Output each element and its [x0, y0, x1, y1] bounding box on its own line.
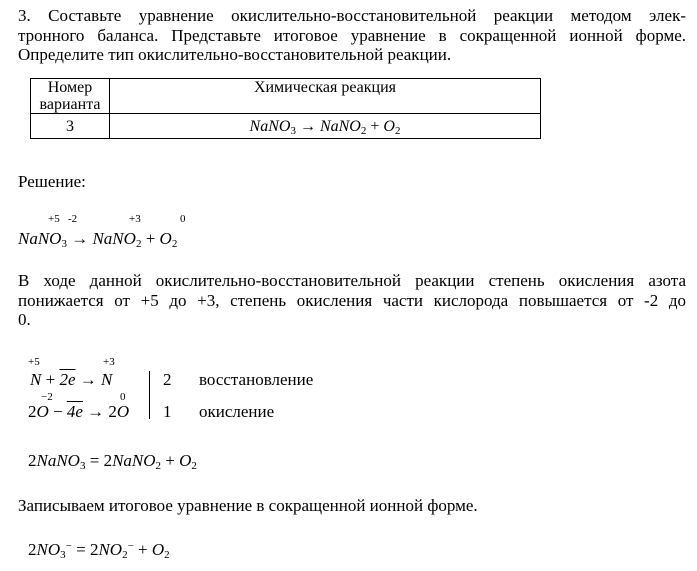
plus: + [138, 540, 148, 559]
explanation-line-3: 0. [18, 310, 31, 330]
header-variant [31, 79, 110, 114]
solution-reaction [18, 229, 177, 249]
row-reaction [110, 114, 541, 139]
reaction-table [30, 78, 541, 139]
reactant: NaNO [36, 451, 80, 470]
molecular-equation [28, 451, 197, 471]
product-1-sub: 2 [122, 549, 128, 561]
reactant-charge: − [65, 540, 72, 552]
product-1-charge: − [127, 540, 134, 552]
product-2-sub: 2 [164, 549, 170, 561]
equals: = [76, 540, 86, 559]
coef-1: 2 [28, 451, 37, 470]
product-2: O [151, 540, 165, 559]
ox-state-o: -2 [68, 213, 78, 225]
coef-left: 2 [28, 402, 37, 421]
task-line-1: 3. Составьте уравнение окислительно-восстановительной реакции методом элек- [18, 6, 686, 25]
product-1: NaNO [319, 117, 361, 135]
product-1: NaNO [92, 229, 136, 248]
arrow: → [71, 229, 89, 248]
reactant-sub: 3 [61, 238, 67, 250]
reactant: NaNO [249, 117, 291, 135]
reactant-sub: 3 [79, 460, 86, 472]
plus: + [370, 117, 380, 135]
balance-divider [149, 371, 150, 419]
ionic-intro: Записываем итоговое уравнение в сокращенной ионной форме. [18, 496, 478, 515]
balance-row-1 [30, 370, 112, 390]
product-1-sub: 2 [135, 238, 142, 250]
balance-r2-charge-right: 0 [120, 391, 126, 403]
coef-right: 2 [108, 402, 117, 421]
table-row [31, 114, 541, 139]
ionic-equation [28, 540, 170, 560]
balance-r1-label: восстановление [199, 370, 314, 389]
reactant: NaNO [18, 229, 62, 248]
atom-left: N [30, 370, 42, 389]
operator: − [53, 402, 63, 421]
ox-state-n-product: +3 [129, 213, 141, 225]
product-2-sub: 2 [394, 124, 401, 137]
reactant: NO [36, 540, 61, 559]
task-line-3: Определите тип окислительно-восстановительной реакции. [18, 45, 452, 65]
balance-r1-charge-left: +5 [28, 356, 40, 368]
ox-state-o2: 0 [180, 213, 186, 225]
coef-2: 2 [103, 451, 113, 470]
product-1-sub: 2 [360, 124, 367, 137]
balance-r2-charge-left: −2 [41, 391, 53, 403]
balance-r2-coef: 1 [163, 402, 172, 421]
balance-row-2 [28, 402, 129, 422]
product-2-sub: 2 [191, 460, 197, 472]
atom-right: O [116, 402, 130, 421]
task-text [18, 6, 686, 65]
solution-label: Решение: [18, 172, 86, 191]
row-variant: 3 [31, 114, 110, 139]
plus: + [145, 229, 156, 248]
atom-left: O [36, 402, 49, 421]
atom-right: N [100, 370, 113, 389]
explanation-line-1: В ходе данной окислительно-восстановительной реакции степень окисления азота [18, 271, 686, 290]
arrow: → [299, 117, 316, 135]
product-2-sub: 2 [171, 238, 178, 250]
reactant-sub: 3 [60, 549, 66, 561]
arrow: → [79, 370, 97, 389]
header-reaction [110, 79, 541, 114]
product-1-sub: 2 [155, 460, 162, 472]
product-1: NO [98, 540, 123, 559]
table-header-row [31, 79, 541, 114]
arrow: → [87, 402, 105, 421]
coef-1: 2 [28, 540, 37, 559]
task-line-2: тронного баланса. Представьте итоговое уравнение в сокращенной ионной форме. [18, 25, 686, 45]
product-2: O [383, 117, 395, 135]
header-variant-line1: Номер [47, 79, 93, 96]
electrons: 2e [59, 370, 76, 389]
product-2: O [159, 229, 172, 248]
header-reaction-label: Химическая реакция [253, 79, 397, 96]
plus: + [165, 451, 175, 470]
coef-2: 2 [89, 540, 99, 559]
balance-r1-charge-right: +3 [103, 356, 115, 368]
explanation [18, 271, 686, 330]
product-2: O [179, 451, 192, 470]
ox-state-n: +5 [48, 213, 60, 225]
product-1: NaNO [112, 451, 156, 470]
electrons: 4e [66, 402, 83, 421]
equals: = [89, 451, 100, 470]
balance-r2-label: окисление [199, 402, 275, 421]
explanation-line-2: понижается от +5 до +3, степень окисления части кислорода повышается от -2 до [18, 290, 686, 310]
header-variant-line2: варианта [39, 96, 101, 113]
operator: + [45, 370, 56, 389]
reactant-sub: 3 [290, 124, 296, 137]
balance-r1-coef: 2 [163, 370, 172, 389]
